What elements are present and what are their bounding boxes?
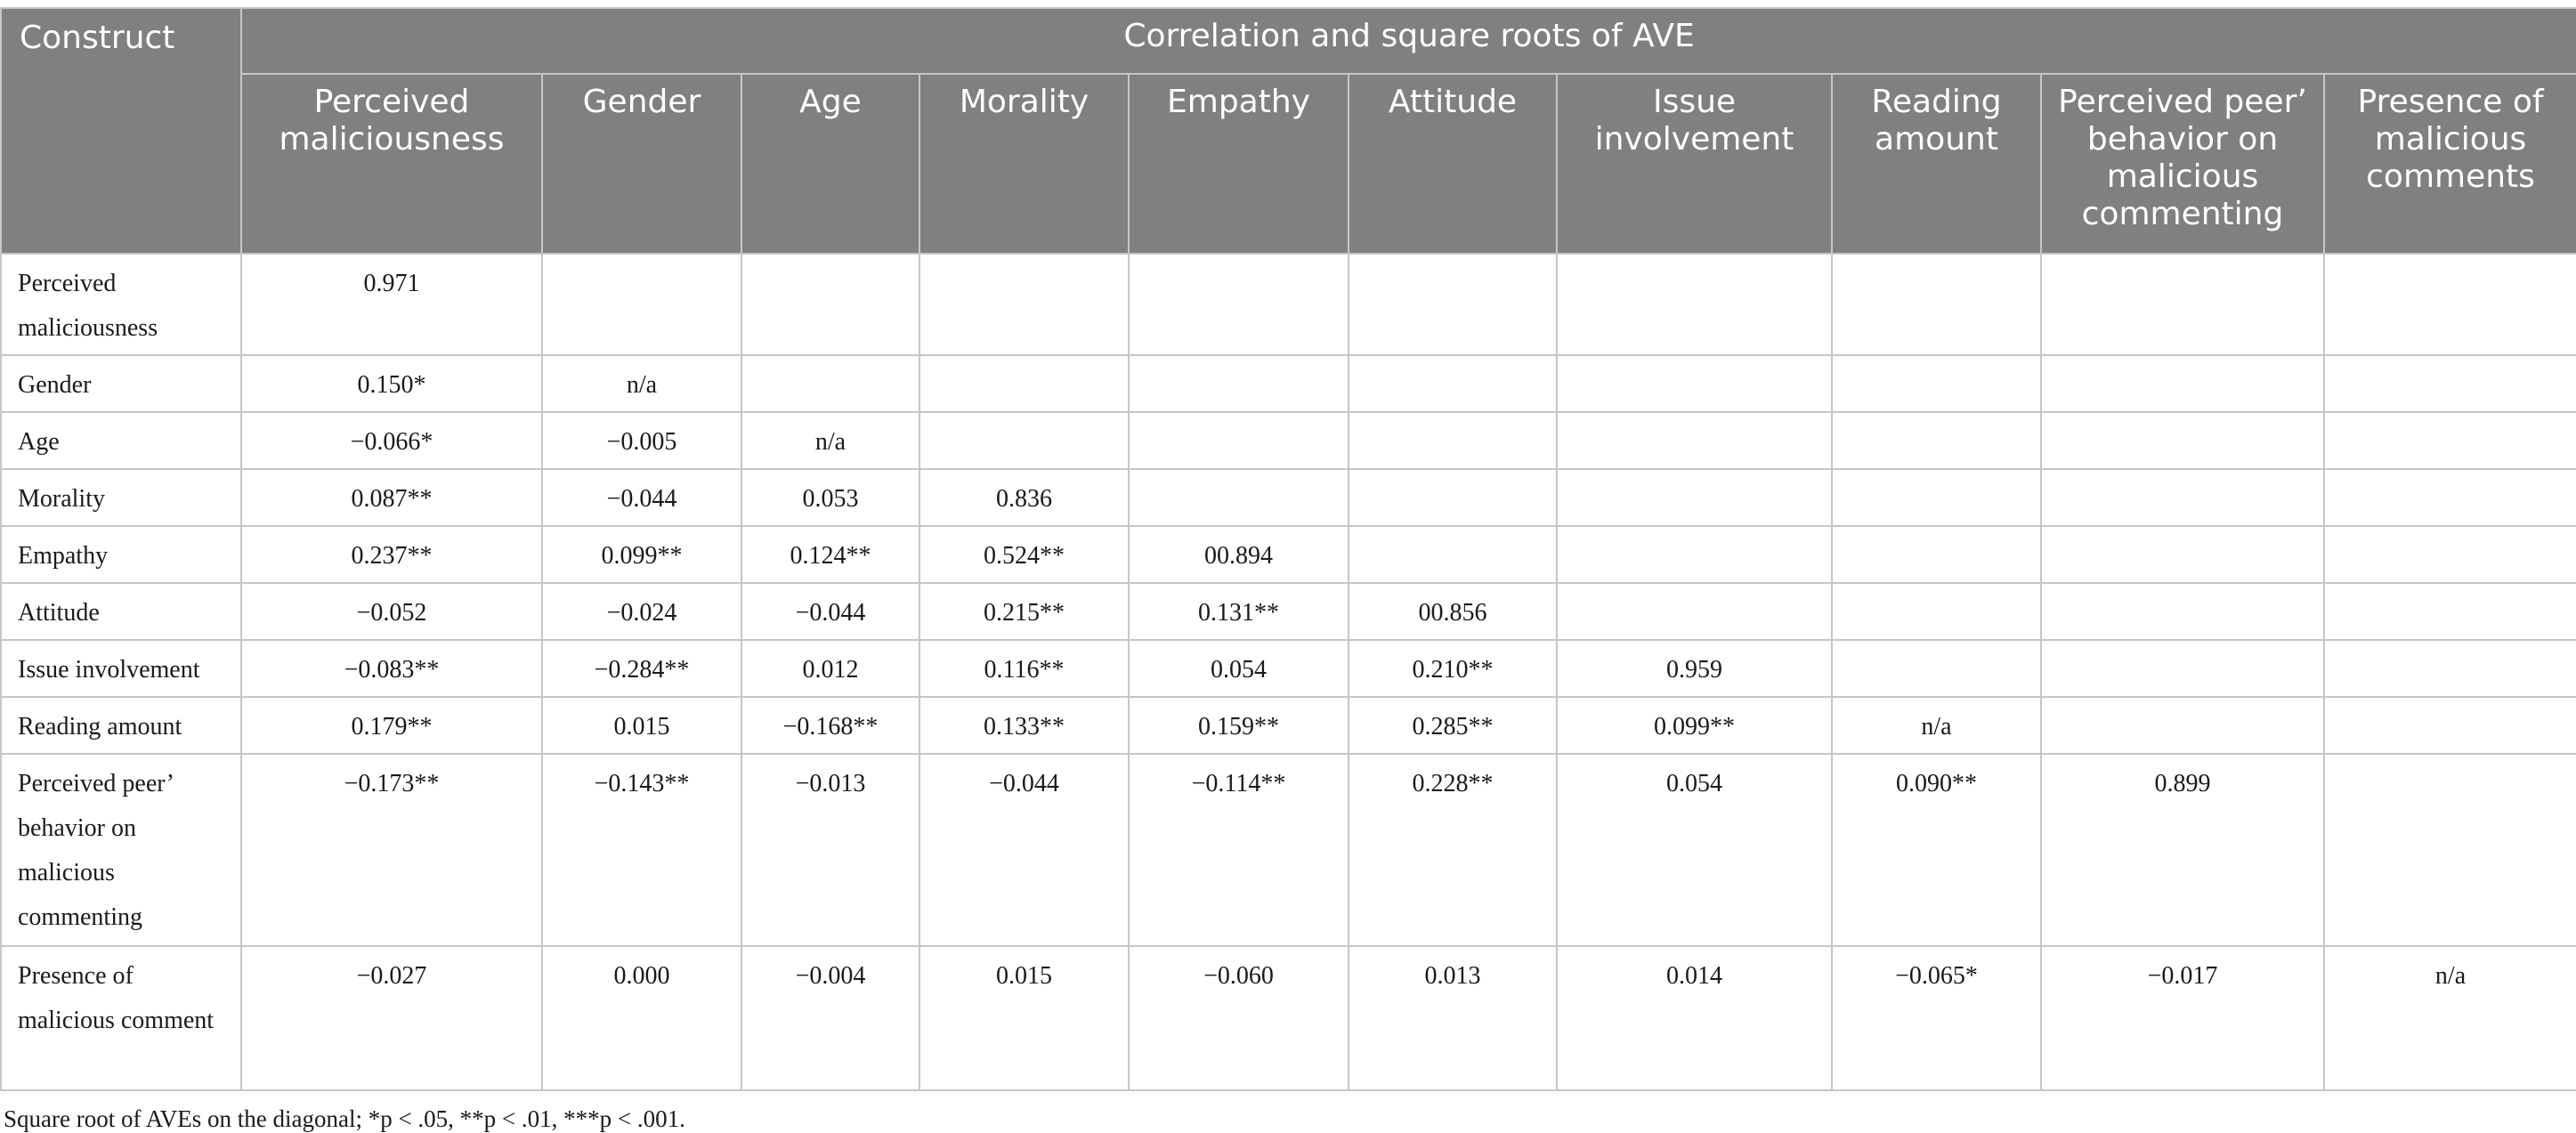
table-cell	[2324, 754, 2576, 946]
table-cell	[1349, 412, 1557, 469]
table-cell: 0.015	[919, 946, 1129, 1090]
column-header: Issue involvement	[1557, 74, 1832, 254]
table-cell	[1129, 469, 1349, 526]
table-cell: 0.237**	[241, 526, 542, 583]
table-cell: 0.014	[1557, 946, 1832, 1090]
table-cell: 0.524**	[919, 526, 1129, 583]
column-header: Presence of malicious comments	[2324, 74, 2576, 254]
table-cell: −0.143**	[542, 754, 741, 946]
table-cell: 00.894	[1129, 526, 1349, 583]
row-label: Age	[1, 412, 241, 469]
table-cell	[2041, 469, 2324, 526]
table-cell	[2041, 355, 2324, 412]
table-cell: 0.131**	[1129, 583, 1349, 640]
column-header: Reading amount	[1832, 74, 2041, 254]
table-row	[1, 526, 2576, 583]
table-cell: 0.116**	[919, 640, 1129, 697]
table-cell	[1832, 412, 2041, 469]
table-cell	[1832, 355, 2041, 412]
table-cell	[1129, 412, 1349, 469]
table-row	[1, 583, 2576, 640]
table-cell: −0.013	[741, 754, 919, 946]
table-cell	[919, 355, 1129, 412]
table-cell: 0.150*	[241, 355, 542, 412]
table-cell: 0.099**	[542, 526, 741, 583]
table-cell: 0.133**	[919, 697, 1129, 754]
row-label: Empathy	[1, 526, 241, 583]
table-cell: 0.971	[241, 254, 542, 355]
table-cell	[1557, 254, 1832, 355]
table-cell: −0.060	[1129, 946, 1349, 1090]
table-cell	[2041, 254, 2324, 355]
table-cell	[2324, 254, 2576, 355]
table-cell: 0.090**	[1832, 754, 2041, 946]
table-cell	[2324, 412, 2576, 469]
table-cell: 00.856	[1349, 583, 1557, 640]
table-row	[1, 640, 2576, 697]
table-cell	[1349, 526, 1557, 583]
column-header: Attitude	[1349, 74, 1557, 254]
table-cell: −0.024	[542, 583, 741, 640]
table-cell	[1129, 254, 1349, 355]
table-cell: 0.285**	[1349, 697, 1557, 754]
table-cell: n/a	[542, 355, 741, 412]
table-cell: 0.054	[1129, 640, 1349, 697]
table-cell	[1557, 355, 1832, 412]
table-cell	[1557, 469, 1832, 526]
table-cell: n/a	[741, 412, 919, 469]
table-cell: −0.044	[542, 469, 741, 526]
table-cell	[1349, 469, 1557, 526]
table-cell: 0.215**	[919, 583, 1129, 640]
table-row	[1, 469, 2576, 526]
table-cell	[1129, 355, 1349, 412]
table-cell	[1349, 254, 1557, 355]
table-cell: −0.114**	[1129, 754, 1349, 946]
column-header: Perceived maliciousness	[241, 74, 542, 254]
table-cell	[1557, 583, 1832, 640]
table-cell: 0.228**	[1349, 754, 1557, 946]
table-cell: −0.168**	[741, 697, 919, 754]
table-cell	[1349, 355, 1557, 412]
table-cell: 0.054	[1557, 754, 1832, 946]
row-label: Perceived peer’ behavior on malicious commenting	[1, 754, 241, 946]
table-cell	[2324, 640, 2576, 697]
table-cell	[1832, 640, 2041, 697]
column-header: Perceived peer’ behavior on malicious commenting	[2041, 74, 2324, 254]
row-label: Issue involvement	[1, 640, 241, 697]
table-cell	[1832, 583, 2041, 640]
table-cell: 0.053	[741, 469, 919, 526]
row-label: Perceived maliciousness	[1, 254, 241, 355]
table-cell: 0.013	[1349, 946, 1557, 1090]
table-cell: 0.899	[2041, 754, 2324, 946]
row-label: Morality	[1, 469, 241, 526]
table-cell: 0.000	[542, 946, 741, 1090]
table-footnote: Square root of AVEs on the diagonal; *p < .05, **p < .01, ***p < .001.	[4, 1105, 685, 1132]
table-cell: −0.083**	[241, 640, 542, 697]
table-cell: −0.052	[241, 583, 542, 640]
construct-header: Construct	[1, 8, 241, 254]
table-cell: −0.027	[241, 946, 542, 1090]
table-row	[1, 254, 2576, 355]
table-cell	[1832, 254, 2041, 355]
table-cell	[1832, 469, 2041, 526]
table-cell: −0.044	[919, 754, 1129, 946]
row-label: Presence of malicious comment	[1, 946, 241, 1090]
table-cell: 0.159**	[1129, 697, 1349, 754]
table-cell: 0.210**	[1349, 640, 1557, 697]
row-label: Gender	[1, 355, 241, 412]
correlation-table-container	[0, 7, 2576, 1133]
table-cell	[2324, 469, 2576, 526]
table-cell: −0.044	[741, 583, 919, 640]
table-cell	[919, 412, 1129, 469]
table-cell	[2041, 412, 2324, 469]
table-cell: 0.959	[1557, 640, 1832, 697]
correlation-table	[0, 7, 2576, 1091]
table-cell: −0.065*	[1832, 946, 2041, 1090]
table-cell	[1832, 526, 2041, 583]
table-row	[1, 697, 2576, 754]
table-cell: 0.087**	[241, 469, 542, 526]
table-cell: 0.099**	[1557, 697, 1832, 754]
table-row	[1, 946, 2576, 1090]
table-row	[1, 412, 2576, 469]
table-cell: −0.005	[542, 412, 741, 469]
table-row	[1, 754, 2576, 946]
table-cell: −0.284**	[542, 640, 741, 697]
table-cell	[2324, 526, 2576, 583]
table-cell: n/a	[2324, 946, 2576, 1090]
column-header: Age	[741, 74, 919, 254]
table-cell	[2041, 526, 2324, 583]
table-cell: 0.015	[542, 697, 741, 754]
table-cell: 0.179**	[241, 697, 542, 754]
table-cell: −0.173**	[241, 754, 542, 946]
table-cell	[542, 254, 741, 355]
column-header: Gender	[542, 74, 741, 254]
table-cell: n/a	[1832, 697, 2041, 754]
table-cell	[2324, 355, 2576, 412]
table-cell	[741, 355, 919, 412]
column-header: Empathy	[1129, 74, 1349, 254]
table-cell	[1557, 412, 1832, 469]
table-cell	[2041, 583, 2324, 640]
column-header: Morality	[919, 74, 1129, 254]
table-cell	[919, 254, 1129, 355]
table-cell: 0.836	[919, 469, 1129, 526]
table-cell: 0.124**	[741, 526, 919, 583]
table-cell: −0.066*	[241, 412, 542, 469]
table-cell	[2041, 697, 2324, 754]
table-cell	[2324, 697, 2576, 754]
group-header: Correlation and square roots of AVE	[241, 8, 2576, 74]
row-label: Reading amount	[1, 697, 241, 754]
table-cell: 0.012	[741, 640, 919, 697]
table-cell	[2324, 583, 2576, 640]
table-row	[1, 355, 2576, 412]
table-cell: −0.017	[2041, 946, 2324, 1090]
table-cell: −0.004	[741, 946, 919, 1090]
table-cell	[741, 254, 919, 355]
table-cell	[1557, 526, 1832, 583]
table-cell	[2041, 640, 2324, 697]
row-label: Attitude	[1, 583, 241, 640]
